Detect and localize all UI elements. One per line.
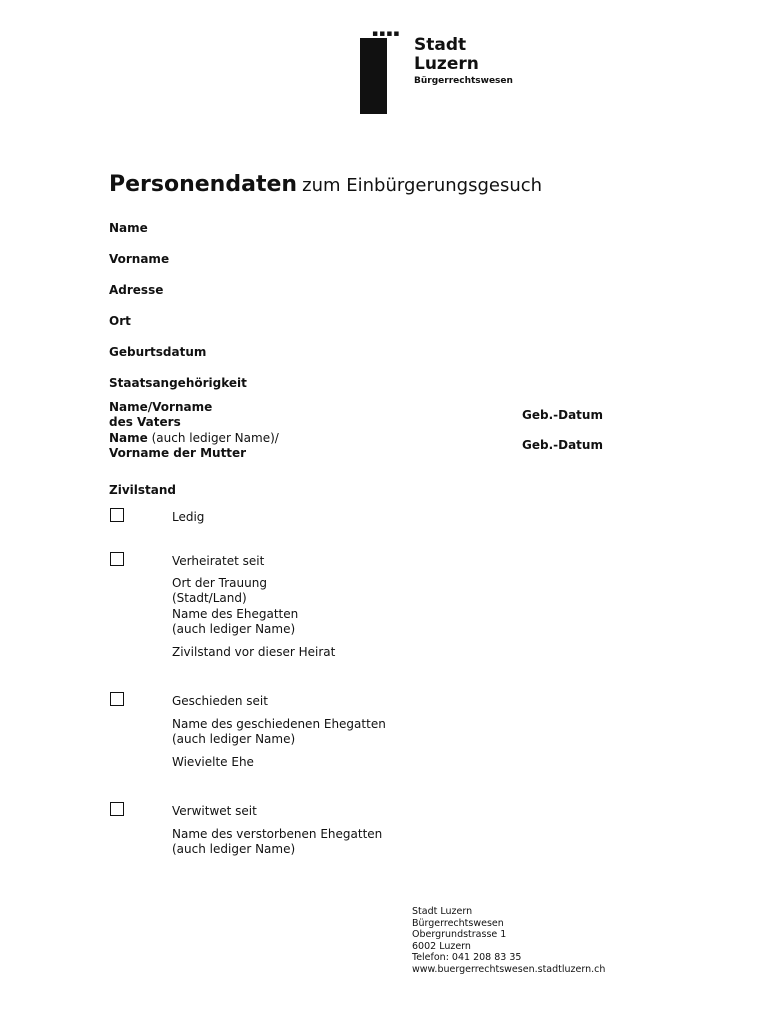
name-ehegatten-line1: Name des Ehegatten bbox=[172, 607, 299, 621]
field-label-staatsangehoerigkeit: Staatsangehörigkeit bbox=[109, 376, 247, 390]
option-label-verwitwet: Verwitwet seit bbox=[172, 804, 257, 818]
label-zivilstand-vor: Zivilstand vor dieser Heirat bbox=[172, 645, 336, 659]
logo-dots: ▪▪▪▪ bbox=[372, 29, 401, 39]
footer-line1: Stadt Luzern bbox=[412, 906, 473, 917]
name-verstorben-line2: (auch lediger Name) bbox=[172, 842, 296, 856]
label-wievielte-ehe: Wievielte Ehe bbox=[172, 755, 254, 769]
option-label-ledig: Ledig bbox=[172, 510, 205, 524]
label-name-ehegatten bbox=[172, 607, 298, 637]
ort-trauung-line1: Ort der Trauung bbox=[172, 576, 267, 590]
footer-line2: Bürgerrechtswesen bbox=[412, 917, 504, 929]
footer-line4: 6002 Luzern bbox=[412, 940, 471, 952]
mutter-line1-bold: Name bbox=[109, 431, 148, 445]
page-title bbox=[109, 172, 542, 197]
title-sub: zum Einbürgerungsgesuch bbox=[302, 175, 543, 196]
field-label-name: Name bbox=[109, 221, 148, 235]
field-label-mutter-geb: Geb.-Datum bbox=[522, 438, 603, 452]
logo-department: Bürgerrechtswesen bbox=[414, 76, 513, 86]
footer-line3: Obergrundstrasse 1 bbox=[412, 929, 507, 940]
option-label-verheiratet: Verheiratet seit bbox=[172, 554, 265, 568]
option-label-geschieden: Geschieden seit bbox=[172, 694, 268, 708]
field-label-vorname: Vorname bbox=[109, 252, 170, 266]
logo bbox=[414, 36, 513, 88]
footer-phone: Telefon: 041 208 83 35 bbox=[412, 952, 522, 963]
logo-city-line1: Stadt bbox=[414, 35, 467, 55]
checkbox-geschieden[interactable] bbox=[110, 692, 124, 706]
name-geschieden-line2: (auch lediger Name) bbox=[172, 732, 296, 746]
label-ort-trauung bbox=[172, 576, 267, 606]
name-geschieden-line1: Name des geschiedenen Ehegatten bbox=[172, 717, 386, 731]
mutter-line2: Vorname der Mutter bbox=[109, 446, 247, 460]
logo-city-line2: Luzern bbox=[414, 54, 479, 74]
vater-line1: Name/Vorname bbox=[109, 400, 213, 414]
field-label-ort: Ort bbox=[109, 314, 131, 328]
name-ehegatten-line2: (auch lediger Name) bbox=[172, 622, 296, 636]
zivilstand-heading: Zivilstand bbox=[109, 483, 176, 497]
field-label-vater-geb: Geb.-Datum bbox=[522, 408, 603, 422]
title-main: Personendaten bbox=[109, 172, 298, 197]
label-name-verstorben bbox=[172, 827, 382, 857]
name-verstorben-line1: Name des verstorbenen Ehegatten bbox=[172, 827, 383, 841]
ort-trauung-line2: (Stadt/Land) bbox=[172, 591, 247, 605]
field-label-vater bbox=[109, 400, 212, 430]
field-label-geburtsdatum: Geburtsdatum bbox=[109, 345, 207, 359]
field-label-adresse: Adresse bbox=[109, 283, 164, 297]
checkbox-verwitwet[interactable] bbox=[110, 802, 124, 816]
logo-bar bbox=[360, 38, 387, 114]
footer-website: www.buergerrechtswesen.stadtluzern.ch bbox=[412, 963, 606, 975]
mutter-line1-normal: (auch lediger Name)/ bbox=[147, 431, 279, 445]
field-label-mutter bbox=[109, 431, 279, 461]
label-name-geschieden bbox=[172, 717, 386, 747]
checkbox-verheiratet[interactable] bbox=[110, 552, 124, 566]
footer-address bbox=[412, 906, 605, 975]
vater-line2: des Vaters bbox=[109, 415, 181, 429]
checkbox-ledig[interactable] bbox=[110, 508, 124, 522]
